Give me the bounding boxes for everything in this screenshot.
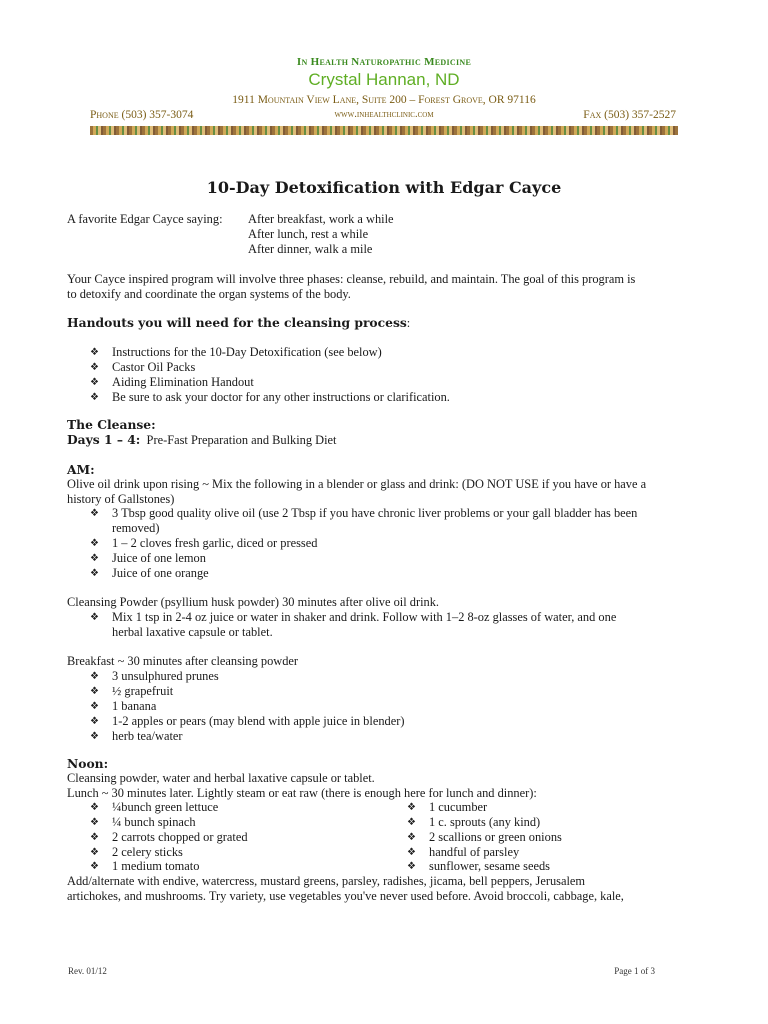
- days-label: Days 1 – 4:: [67, 432, 141, 447]
- breakfast-line: Breakfast ~ 30 minutes after cleansing powder: [67, 654, 299, 668]
- list-item: handful of parsley: [429, 845, 520, 859]
- list-item: sunflower, sesame seeds: [429, 859, 550, 873]
- handouts-heading-colon: :: [406, 316, 411, 330]
- bullet-icon: ❖: [90, 671, 99, 682]
- cleanse-heading: The Cleanse:: [67, 417, 156, 432]
- clinic-phone: Phone (503) 357-3074: [90, 109, 194, 121]
- list-item: 1-2 apples or pears (may blend with apple juice in blender): [112, 714, 405, 728]
- list-item: Be sure to ask your doctor for any other instructions or clarification.: [112, 390, 450, 404]
- days-line: [67, 433, 337, 448]
- bullet-icon: ❖: [90, 508, 99, 519]
- olive-oil-line: history of Gallstones): [67, 492, 175, 506]
- noon-heading: Noon:: [67, 756, 109, 771]
- bullet-icon: ❖: [90, 568, 99, 579]
- clinic-name: In Health Naturopathic Medicine: [296, 56, 472, 68]
- saying-line: After dinner, walk a mile: [248, 242, 373, 256]
- list-item: 1 medium tomato: [112, 859, 200, 873]
- list-item: ½ grapefruit: [112, 684, 174, 698]
- bullet-icon: ❖: [407, 817, 416, 828]
- clinic-website: www.inhealthclinic.com: [334, 109, 434, 120]
- am-heading: AM:: [67, 462, 95, 477]
- bullet-icon: ❖: [90, 832, 99, 843]
- list-item: Juice of one lemon: [112, 551, 206, 565]
- bullet-icon: ❖: [90, 377, 99, 388]
- clinic-address: 1911 Mountain View Lane, Suite 200 – Forest Grove, OR 97116: [232, 94, 536, 106]
- list-item-continued: herbal laxative capsule or tablet.: [112, 625, 273, 639]
- intro-line: Your Cayce inspired program will involve three phases: cleanse, rebuild, and maintain. The goal of this program is: [67, 272, 636, 286]
- days-text: Pre-Fast Preparation and Bulking Diet: [146, 433, 337, 447]
- bullet-icon: ❖: [90, 701, 99, 712]
- list-item: Juice of one orange: [112, 566, 209, 580]
- list-item: Mix 1 tsp in 2-4 oz juice or water in shaker and drink. Follow with 1–2 8-oz glasses of water, and one: [112, 610, 617, 624]
- bullet-icon: ❖: [90, 802, 99, 813]
- bullet-icon: ❖: [407, 802, 416, 813]
- revision-label: Rev. 01/12: [68, 966, 107, 976]
- list-item: herb tea/water: [112, 729, 183, 743]
- lunch-line: Lunch ~ 30 minutes later. Lightly steam or eat raw (there is enough here for lunch and dinner):: [67, 786, 537, 800]
- saying-label: A favorite Edgar Cayce saying:: [67, 212, 223, 226]
- list-item: Instructions for the 10-Day Detoxification (see below): [112, 345, 382, 359]
- document-title: 10-Day Detoxification with Edgar Cayce: [206, 178, 562, 197]
- intro-line: to detoxify and coordinate the organ systems of the body.: [67, 287, 351, 301]
- list-item: 2 carrots chopped or grated: [112, 830, 248, 844]
- handouts-heading: [67, 316, 410, 331]
- bullet-icon: ❖: [407, 847, 416, 858]
- bullet-icon: ❖: [90, 553, 99, 564]
- list-item: 2 celery sticks: [112, 845, 183, 859]
- list-item: 1 – 2 cloves fresh garlic, diced or pressed: [112, 536, 318, 550]
- bullet-icon: ❖: [90, 686, 99, 697]
- bullet-icon: ❖: [90, 731, 99, 742]
- list-item: ¼ bunch spinach: [112, 815, 196, 829]
- list-item-continued: removed): [112, 521, 160, 535]
- bullet-icon: ❖: [90, 347, 99, 358]
- saying-line: After breakfast, work a while: [248, 212, 394, 226]
- bullet-icon: ❖: [90, 392, 99, 403]
- list-item: 2 scallions or green onions: [429, 830, 562, 844]
- list-item: 1 c. sprouts (any kind): [429, 815, 541, 829]
- list-item: ¼bunch green lettuce: [112, 800, 219, 814]
- bullet-icon: ❖: [90, 817, 99, 828]
- bullet-icon: ❖: [90, 362, 99, 373]
- clinic-fax: Fax (503) 357-2527: [583, 109, 676, 121]
- list-item: 3 unsulphured prunes: [112, 669, 219, 683]
- noon-line: Cleansing powder, water and herbal laxative capsule or tablet.: [67, 771, 375, 785]
- bullet-icon: ❖: [90, 847, 99, 858]
- list-item: 1 cucumber: [429, 800, 488, 814]
- page-number: Page 1 of 3: [614, 966, 655, 976]
- list-item: Aiding Elimination Handout: [112, 375, 254, 389]
- olive-oil-line: Olive oil drink upon rising ~ Mix the following in a blender or glass and drink: (DO NOT USE if you have or have a: [67, 477, 647, 491]
- list-item: 1 banana: [112, 699, 157, 713]
- doctor-name: Crystal Hannan, ND: [308, 70, 460, 89]
- bullet-icon: ❖: [407, 832, 416, 843]
- cleansing-powder-line: Cleansing Powder (psyllium husk powder) 30 minutes after olive oil drink.: [67, 595, 440, 609]
- handouts-heading-text: Handouts you will need for the cleansing process: [67, 315, 407, 330]
- decorative-border: [90, 126, 678, 135]
- saying-line: After lunch, rest a while: [248, 227, 369, 241]
- add-alternate-line: Add/alternate with endive, watercress, mustard greens, parsley, radishes, jicama, bell peppers, Jerusalem: [67, 874, 586, 888]
- list-item: Castor Oil Packs: [112, 360, 196, 374]
- bullet-icon: ❖: [407, 861, 416, 872]
- list-item: 3 Tbsp good quality olive oil (use 2 Tbsp if you have chronic liver problems or your gall bladder has been: [112, 506, 638, 520]
- bullet-icon: ❖: [90, 538, 99, 549]
- bullet-icon: ❖: [90, 612, 99, 623]
- bullet-icon: ❖: [90, 861, 99, 872]
- add-alternate-line: artichokes, and mushrooms. Try variety, use vegetables you've never used before. Avoid broccoli, cabbage, kale,: [67, 889, 624, 903]
- bullet-icon: ❖: [90, 716, 99, 727]
